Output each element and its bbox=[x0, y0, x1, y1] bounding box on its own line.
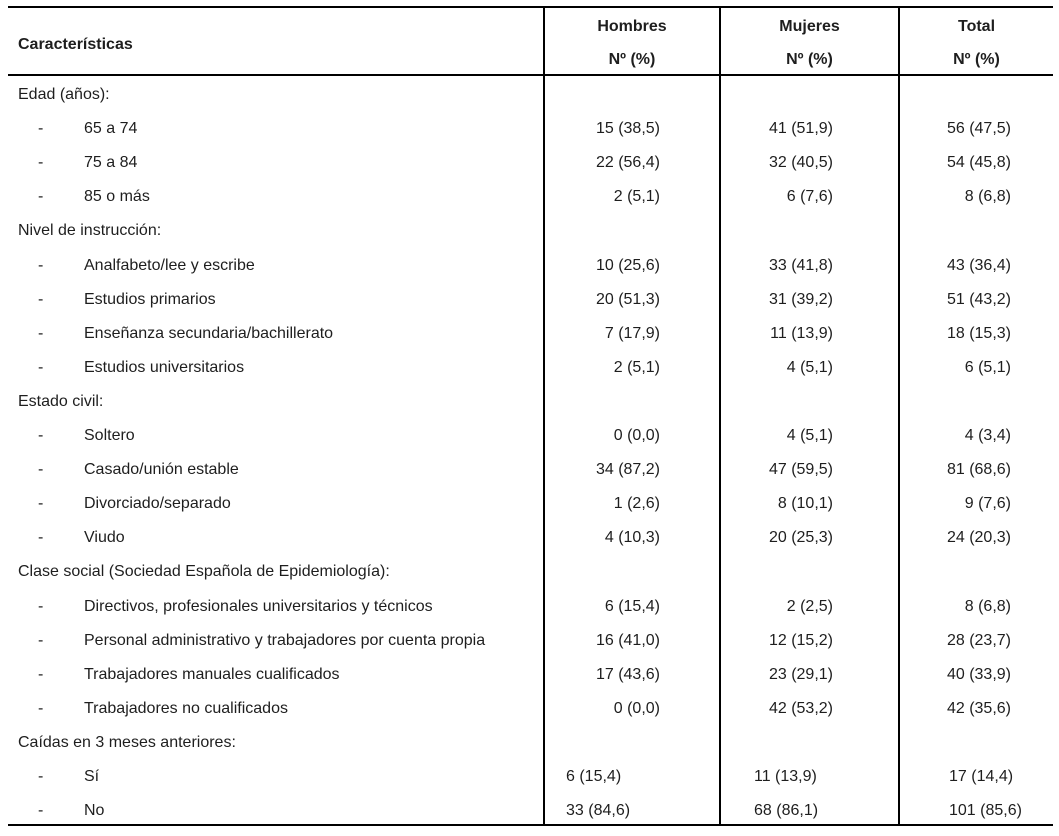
row-label: 75 a 84 bbox=[84, 154, 138, 172]
table-row bbox=[8, 352, 1053, 386]
bullet-dash: - bbox=[38, 290, 44, 308]
cell-mujeres: 4 (5,1) bbox=[786, 427, 833, 444]
row-label: Soltero bbox=[84, 427, 135, 444]
header-mujeres-sub: Nº (%) bbox=[786, 51, 833, 68]
cell-mujeres: 6 (7,6) bbox=[786, 188, 833, 206]
cell-total: 24 (20,3) bbox=[946, 529, 1011, 547]
bullet-dash: - bbox=[38, 427, 44, 444]
cell-mujeres: 2 (2,5) bbox=[786, 597, 833, 615]
top-rule bbox=[8, 6, 1053, 8]
cell-hombres: 1 (2,6) bbox=[613, 495, 660, 513]
table-row bbox=[8, 147, 1053, 181]
row-label: Personal administrativo y trabajadores por cuenta propia bbox=[84, 631, 486, 649]
header-total bbox=[900, 18, 1053, 69]
cell-total: 9 (7,6) bbox=[964, 495, 1011, 513]
cell-total: 81 (68,6) bbox=[946, 461, 1011, 479]
header-total-sub: Nº (%) bbox=[953, 51, 1000, 68]
section-title: Clase social (Sociedad Española de Epidemiología): bbox=[18, 563, 390, 581]
bullet-dash: - bbox=[38, 529, 44, 547]
table-row bbox=[8, 693, 1053, 727]
header-total-title: Total bbox=[957, 18, 996, 35]
cell-total: 54 (45,8) bbox=[946, 154, 1011, 172]
table-row bbox=[8, 761, 1053, 795]
bullet-dash: - bbox=[38, 631, 44, 649]
cell-hombres: 34 (87,2) bbox=[595, 461, 660, 479]
section-header-row bbox=[8, 727, 1053, 761]
bullet-dash: - bbox=[38, 188, 44, 206]
cell-hombres: 2 (5,1) bbox=[613, 188, 660, 206]
section-title: Estado civil: bbox=[18, 392, 104, 410]
cell-hombres: 17 (43,6) bbox=[595, 665, 660, 683]
bullet-dash: - bbox=[38, 802, 44, 820]
cell-mujeres: 32 (40,5) bbox=[768, 154, 833, 172]
cell-mujeres: 11 (13,9) bbox=[770, 324, 833, 342]
cell-total: 18 (15,3) bbox=[946, 324, 1011, 342]
cell-mujeres: 20 (25,3) bbox=[768, 529, 833, 547]
cell-total: 17 (14,4) bbox=[949, 768, 1014, 785]
header-hombres bbox=[545, 18, 719, 69]
cell-total: 56 (47,5) bbox=[946, 120, 1011, 138]
table-row bbox=[8, 181, 1053, 215]
bullet-dash: - bbox=[38, 461, 44, 479]
table-row bbox=[8, 591, 1053, 625]
row-label: 85 o más bbox=[84, 188, 150, 206]
bullet-dash: - bbox=[38, 154, 44, 172]
cell-total: 28 (23,7) bbox=[946, 631, 1011, 649]
cell-mujeres: 4 (5,1) bbox=[786, 358, 833, 376]
table-row bbox=[8, 420, 1053, 454]
cell-hombres: 6 (15,4) bbox=[566, 768, 622, 785]
cell-hombres: 2 (5,1) bbox=[613, 358, 660, 376]
cell-mujeres: 31 (39,2) bbox=[768, 290, 833, 308]
bullet-dash: - bbox=[38, 324, 44, 342]
row-label: Enseñanza secundaria/bachillerato bbox=[84, 324, 334, 342]
section-header-row bbox=[8, 215, 1053, 249]
cell-hombres: 20 (51,3) bbox=[595, 290, 660, 308]
header-hombres-title: Hombres bbox=[597, 18, 667, 35]
cell-mujeres: 23 (29,1) bbox=[768, 665, 833, 683]
cell-hombres: 7 (17,9) bbox=[604, 324, 660, 342]
row-label: Trabajadores no cualificados bbox=[84, 699, 288, 717]
row-label: Viudo bbox=[84, 529, 125, 547]
cell-total: 8 (6,8) bbox=[964, 188, 1011, 206]
cell-mujeres: 11 (13,9) bbox=[754, 768, 817, 785]
header-characteristics: Características bbox=[18, 36, 133, 53]
section-title: Nivel de instrucción: bbox=[18, 222, 162, 240]
table-row bbox=[8, 454, 1053, 488]
cell-hombres: 10 (25,6) bbox=[595, 256, 660, 274]
cell-hombres: 22 (56,4) bbox=[595, 154, 660, 172]
row-label: No bbox=[84, 802, 105, 820]
table-row bbox=[8, 625, 1053, 659]
bullet-dash: - bbox=[38, 120, 44, 138]
cell-hombres: 4 (10,3) bbox=[604, 529, 660, 547]
bullet-dash: - bbox=[38, 597, 44, 615]
cell-hombres: 33 (84,6) bbox=[566, 802, 631, 820]
cell-mujeres: 33 (41,8) bbox=[768, 256, 833, 274]
cell-mujeres: 68 (86,1) bbox=[754, 802, 819, 820]
table-row bbox=[8, 488, 1053, 522]
cell-total: 4 (3,4) bbox=[964, 427, 1011, 444]
cell-hombres: 6 (15,4) bbox=[604, 597, 660, 615]
cell-hombres: 0 (0,0) bbox=[613, 699, 660, 717]
cell-mujeres: 47 (59,5) bbox=[768, 461, 833, 479]
table-row bbox=[8, 522, 1053, 556]
cell-total: 8 (6,8) bbox=[964, 597, 1011, 615]
cell-hombres: 0 (0,0) bbox=[613, 427, 660, 444]
cell-mujeres: 41 (51,9) bbox=[768, 120, 833, 138]
cell-total: 43 (36,4) bbox=[946, 256, 1011, 274]
cell-hombres: 15 (38,5) bbox=[595, 120, 660, 138]
table-row bbox=[8, 284, 1053, 318]
row-label: Analfabeto/lee y escribe bbox=[84, 256, 255, 274]
row-label: Estudios primarios bbox=[84, 290, 216, 308]
bullet-dash: - bbox=[38, 358, 44, 376]
section-header-row bbox=[8, 79, 1053, 113]
table-row bbox=[8, 113, 1053, 147]
cell-total: 51 (43,2) bbox=[946, 290, 1011, 308]
row-label: Directivos, profesionales universitarios y técnicos bbox=[84, 597, 433, 615]
cell-total: 101 (85,6) bbox=[949, 802, 1022, 820]
bullet-dash: - bbox=[38, 495, 44, 513]
cell-hombres: 16 (41,0) bbox=[595, 631, 660, 649]
table-row bbox=[8, 250, 1053, 284]
row-label: Divorciado/separado bbox=[84, 495, 231, 513]
cell-mujeres: 12 (15,2) bbox=[768, 631, 833, 649]
header-rule bbox=[8, 74, 1053, 76]
row-label: Casado/unión estable bbox=[84, 461, 239, 479]
section-title: Edad (años): bbox=[18, 86, 110, 103]
section-title: Caídas en 3 meses anteriores: bbox=[18, 733, 236, 751]
row-label: Estudios universitarios bbox=[84, 358, 245, 376]
bullet-dash: - bbox=[38, 665, 44, 683]
table-row bbox=[8, 659, 1053, 693]
bullet-dash: - bbox=[38, 768, 44, 785]
cell-total: 6 (5,1) bbox=[964, 358, 1011, 376]
cell-total: 40 (33,9) bbox=[946, 665, 1011, 683]
header-mujeres-title: Mujeres bbox=[779, 18, 840, 35]
table-row bbox=[8, 318, 1053, 352]
cell-total: 42 (35,6) bbox=[946, 699, 1011, 717]
bullet-dash: - bbox=[38, 699, 44, 717]
header-mujeres bbox=[721, 18, 898, 69]
cell-mujeres: 42 (53,2) bbox=[768, 699, 833, 717]
bullet-dash: - bbox=[38, 256, 44, 274]
row-label: Trabajadores manuales cualificados bbox=[84, 665, 340, 683]
table-row bbox=[8, 795, 1053, 829]
section-header-row bbox=[8, 556, 1053, 590]
header-hombres-sub: Nº (%) bbox=[608, 51, 656, 68]
row-label: Sí bbox=[84, 768, 100, 785]
section-header-row bbox=[8, 386, 1053, 420]
row-label: 65 a 74 bbox=[84, 120, 138, 138]
cell-mujeres: 8 (10,1) bbox=[777, 495, 833, 513]
